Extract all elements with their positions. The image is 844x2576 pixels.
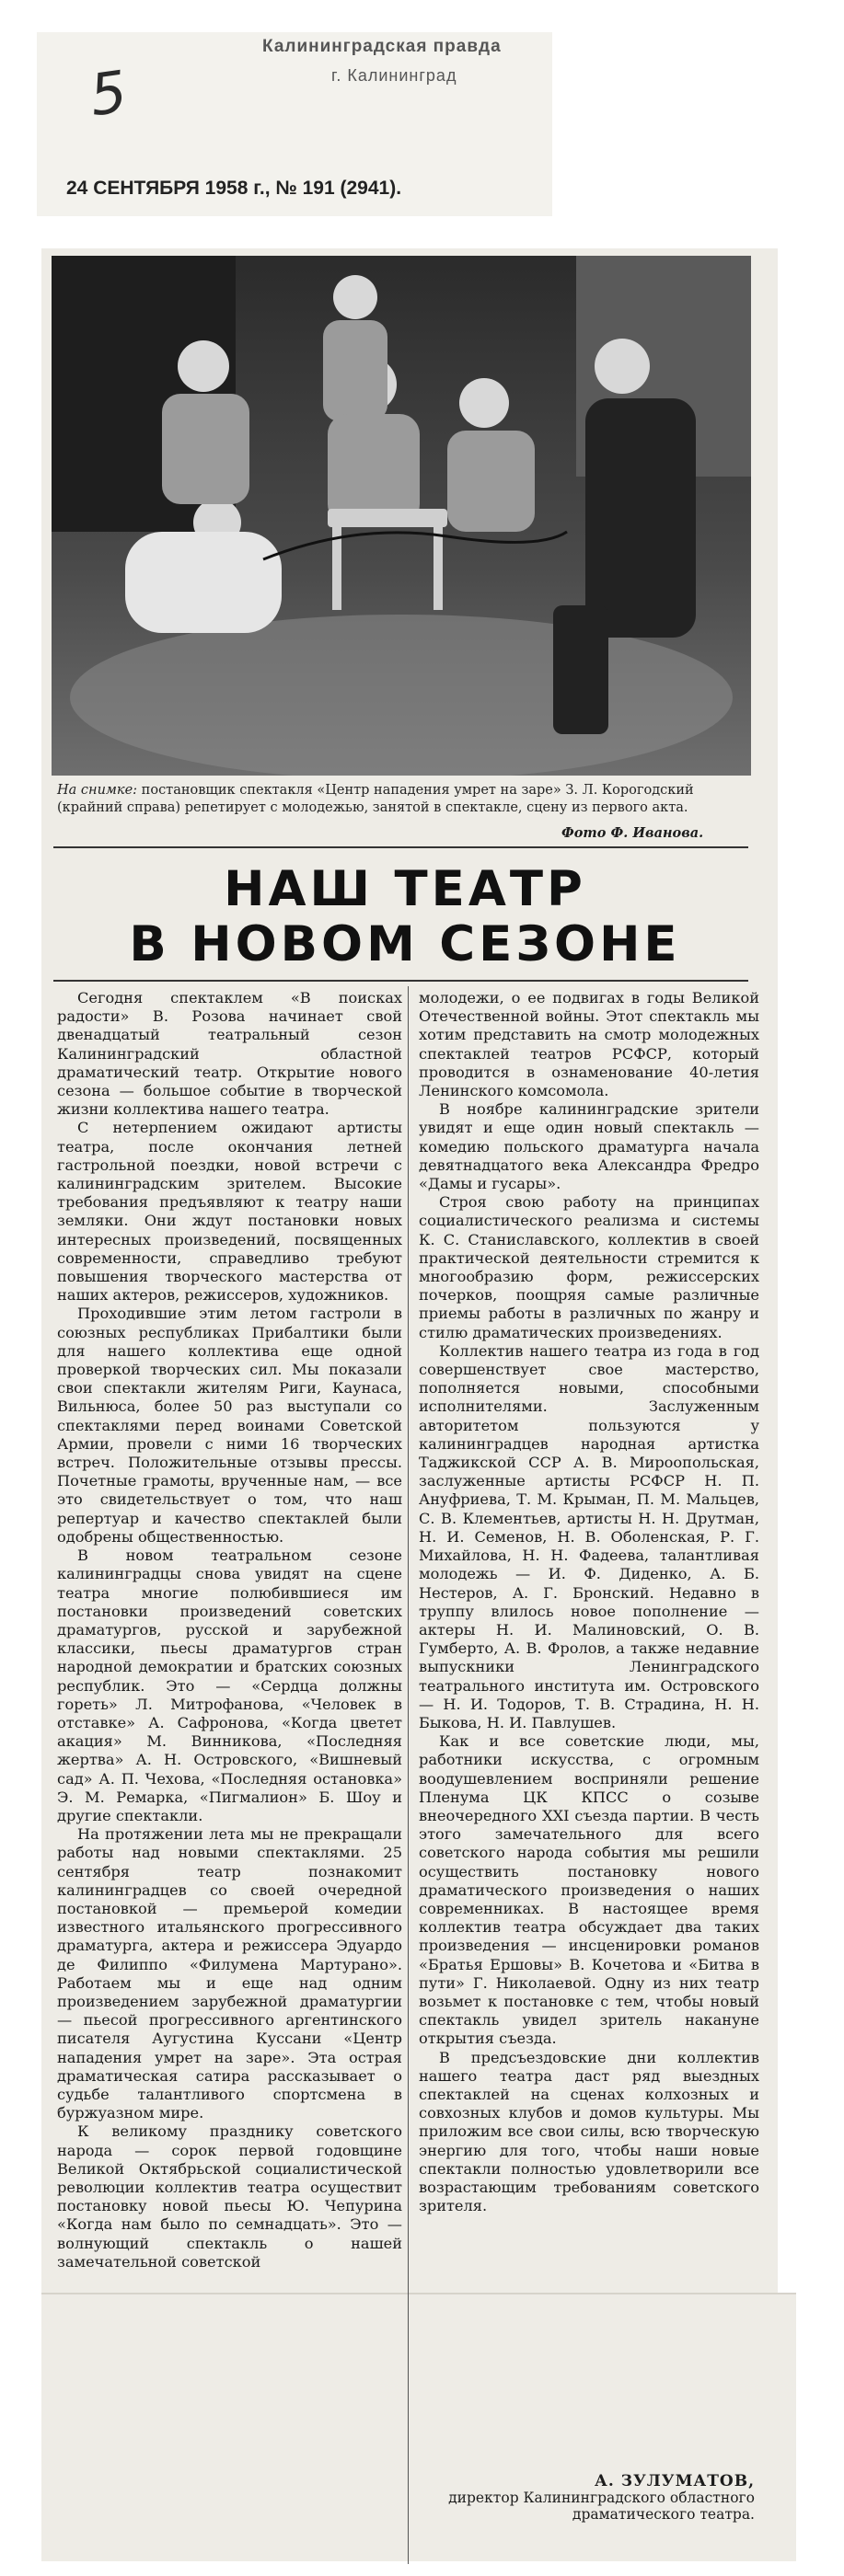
paragraph: На протяжении лета мы не прекращали работы над новыми спектаклями. 25 сентября театр познакомит калининградцев со своей очередной постановкой — премьерой комедии известного итальянского прогрессивного драматурга, актера и режиссера Эдуардо де Филиппо «Филумена Мартурано». Работаем мы и еще над одним произведением зарубежной драматургии — пьесой прогрессивного аргентинского писателя Аугустина Куссани «Центр нападения умрет на заре». Эта острая драматическая сатира рассказывает о судьбе талантливого спортсмена в буржуазном мире.	[57, 1825, 402, 2122]
issue-date-line: 24 СЕНТЯБРЯ 1958 г., № 191 (2941).	[66, 178, 402, 199]
paragraph: Сегодня спектаклем «В поисках радости» В. Розова начинает свой двенадцатый театральный сезон Калининградский областной драматический театр. Открытие нового сезона — большое событие в творческой жизни коллектива нашего театра.	[57, 989, 402, 1119]
photo-caption	[57, 782, 747, 817]
divider-rule	[53, 846, 748, 848]
newspaper-stamp-city: г. Калининград	[331, 66, 457, 85]
article-headline	[110, 862, 699, 972]
rehearsal-photo	[52, 256, 751, 776]
author-signature	[433, 2473, 755, 2523]
caption-lead: На снимке:	[57, 783, 138, 798]
paragraph: К великому празднику советского народа — сорок первой годовщине Великой Октябрьской социалистической революции коллектив театра осуществит постановку новой пьесы Ю. Чепурина «Когда нам было по семнадцать». Это — волнующий спектакль о нашей замечательной советской	[57, 2122, 402, 2271]
headline-line-2: В НОВОМ СЕЗОНЕ	[129, 916, 681, 972]
author-name: А. ЗУЛУМАТОВ,	[595, 2472, 755, 2490]
paragraph: Коллектив нашего театра из года в год совершенствует свое мастерство, пополняется новыми, способными исполнителями. Заслуженным авторитетом пользуются у калининградцев народная артистка Таджикской ССР А. В. Мироопольская, заслуженные артисты РСФСР Н. П. Ануфриева, Т. М. Крыман, П. М. Мальцев, С. В. Клементьев, артисты Н. Н. Друтман, Н. И. Семенов, Н. В. Оболенская, Р. Г. Михайлова, Н. Н. Фадеева, талантливая молодежь — И. Ф. Диденко, А. Б. Нестеров, А. Г. Бронский. Недавно в труппу влилось новое пополнение — актеры Н. И. Малиновский, О. В. Гумберто, А. В. Фролов, а также недавние выпускники Ленинградского театрального института им. Островского — Н. И. Тодоров, Т. В. Страдина, Н. Н. Быкова, Н. И. Павлушев.	[419, 1341, 759, 1731]
photo-illustration	[52, 256, 751, 776]
column-divider	[408, 986, 409, 2564]
paragraph: Проходившие этим летом гастроли в союзных республиках Прибалтики были для нашего коллектива еще одной проверкой творческих сил. Мы показали свои спектакли жителям Риги, Каунаса, Вильнюса, более 50 раз выступали со спектаклями перед воинами Советской Армии, провели с ними 16 творческих встреч. Положительные отзывы прессы. Почетные грамоты, врученные нам, — все это свидетельствует о том, что наш репертуар и качество спектаклей были одобрены общественностью.	[57, 1305, 402, 1546]
author-title: директор Калининградского областного драматического театра.	[448, 2490, 755, 2523]
article-column-left	[57, 989, 402, 2271]
paragraph: В предсъездовские дни коллектив нашего театра даст ряд выездных спектаклей на сценах колхозных и совхозных клубов и домов культуры. Мы приложим все свои силы, всю творческую энергию для того, чтобы наши новые спектакли полностью удовлетворили все возрастающим требованиям советского зрителя.	[419, 2048, 759, 2215]
paragraph: молодежи, о ее подвигах в годы Великой Отечественной войны. Этот спектакль мы хотим представить на смотр молодежных спектаклей театров РСФСР, который проводится в ознаменование 40-летия Ленинского комсомола.	[419, 989, 759, 1100]
article-column-right	[419, 989, 759, 2215]
newspaper-stamp-title: Калининградская правда	[262, 37, 502, 56]
caption-text: постановщик спектакля «Центр нападения умрет на заре» З. Л. Корогодский (крайний справа) репетирует с молодежью, занятой в спектакле, сцену из первого акта.	[57, 783, 694, 815]
paragraph: В новом театральном сезоне калининградцы снова увидят на сцене театра многие полюбившиеся им постановки произведений советских драматургов, русской и зарубежной классики, пьесы драматургов стран народной демократии и братских союзных республик. Это — «Сердца должны гореть» Л. Митрофанова, «Человек в отставке» А. Сафронова, «Когда цветет акация» М. Винникова, «Последняя жертва» А. Н. Островского, «Вишневый сад» А. П. Чехова, «Последняя остановка» Э. М. Ремарка, «Пигмалион» Б. Шоу и другие спектакли.	[57, 1547, 402, 1824]
divider-rule	[53, 980, 748, 982]
paragraph: Строя свою работу на принципах социалистического реализма и системы К. С. Станиславского, коллектив в своей практической деятельности стремится к многообразию форм, режиссерских почерков, поощряя самые различные приемы работы в различных по жанру и стилю драматических произведениях.	[419, 1193, 759, 1341]
paragraph: Как и все советские люди, мы, работники искусства, с огромным воодушевлением восприняли решение Пленума ЦК КПСС о созыве внеочередного XXI съезда партии. В честь этого замечательного для всего советского народа события мы решили осуществить постановку нового драматического произведения о наших современниках. В настоящее время коллектив театра обсуждает два таких произведения — инсценировки романов «Братья Ершовы» В. Кочетова и «Битва в пути» Г. Николаевой. Одну из них театр возьмет к постановке с тем, чтобы новый спектакль увидел зритель накануне открытия съезда.	[419, 1732, 759, 2048]
headline-line-1: НАШ ТЕАТР	[224, 861, 586, 917]
paragraph: В ноябре калининградские зрители увидят и еще один новый спектакль — комедию польского драматурга начала девятнадцатого века Александра Фредро «Дамы и гусары».	[419, 1100, 759, 1193]
handwritten-page-mark: 5	[86, 57, 132, 130]
photo-credit: Фото Ф. Иванова.	[561, 825, 704, 841]
paragraph: С нетерпением ожидают артисты театра, после окончания летней гастрольной поездки, новой встречи с калининградским зрителем. Высокие требования предъявляют к театру наши земляки. Они ждут постановки новых интересных произведений, посвященных современности, справедливо требуют повышения творческого мастерства от наших актеров, режиссеров, художников.	[57, 1119, 402, 1305]
